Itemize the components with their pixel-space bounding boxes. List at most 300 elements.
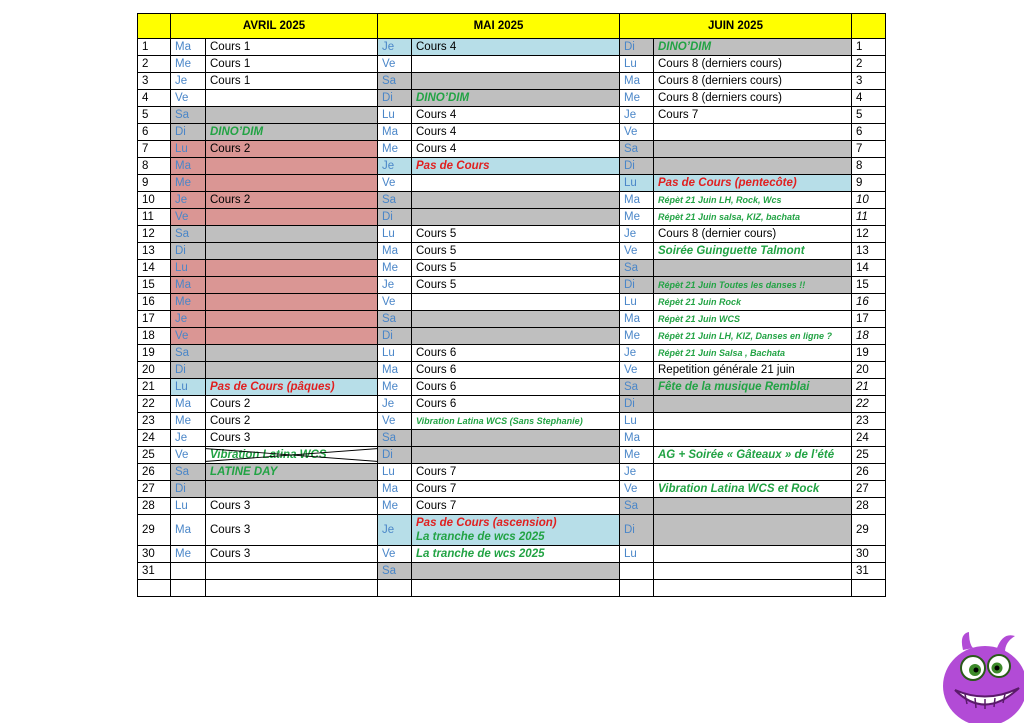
avril-event <box>206 243 378 260</box>
day-number-right: 28 <box>852 498 886 515</box>
day-number-left: 26 <box>138 464 171 481</box>
mai-event: Vibration Latina WCS (Sans Stephanie) <box>412 413 620 430</box>
juin-weekday: Lu <box>620 294 654 311</box>
juin-weekday: Me <box>620 447 654 464</box>
avril-event <box>206 311 378 328</box>
calendar-row <box>138 73 886 90</box>
avril-weekday: Ve <box>171 447 206 464</box>
avril-event <box>206 175 378 192</box>
day-number-left: 21 <box>138 379 171 396</box>
mai-weekday: Di <box>378 90 412 107</box>
mai-weekday: Lu <box>378 464 412 481</box>
avril-event-text: Vibration Latina WCS <box>210 449 327 461</box>
mai-weekday: Me <box>378 498 412 515</box>
juin-weekday: Di <box>620 515 654 546</box>
avril-weekday: Sa <box>171 464 206 481</box>
day-number-left: 1 <box>138 39 171 56</box>
day-number-right: 14 <box>852 260 886 277</box>
avril-weekday: Lu <box>171 141 206 158</box>
day-number-right: 3 <box>852 73 886 90</box>
juin-weekday: Je <box>620 464 654 481</box>
avril-weekday: Je <box>171 311 206 328</box>
juin-event <box>654 158 852 175</box>
month-header-mai: MAI 2025 <box>378 14 620 39</box>
juin-event <box>654 464 852 481</box>
calendar-row <box>138 580 886 597</box>
juin-weekday: Ma <box>620 192 654 209</box>
avril-event: LATINE DAY <box>206 464 378 481</box>
mai-weekday: Me <box>378 141 412 158</box>
mai-weekday: Sa <box>378 430 412 447</box>
juin-event: Répèt 21 Juin LH, KIZ, Danses en ligne ? <box>654 328 852 345</box>
avril-event <box>206 580 378 597</box>
juin-event <box>654 124 852 141</box>
juin-weekday: Ma <box>620 430 654 447</box>
juin-weekday: Me <box>620 90 654 107</box>
mai-weekday <box>378 580 412 597</box>
juin-event <box>654 515 852 546</box>
mai-weekday: Ve <box>378 546 412 563</box>
juin-weekday: Lu <box>620 175 654 192</box>
avril-weekday: Di <box>171 243 206 260</box>
juin-weekday: Me <box>620 209 654 226</box>
juin-weekday <box>620 580 654 597</box>
calendar-row <box>138 481 886 498</box>
calendar-row <box>138 379 886 396</box>
day-number-right <box>852 580 886 597</box>
day-number-right: 1 <box>852 39 886 56</box>
calendar-row <box>138 546 886 563</box>
day-number-left: 31 <box>138 563 171 580</box>
avril-weekday: Me <box>171 413 206 430</box>
mai-weekday: Di <box>378 447 412 464</box>
mai-event <box>412 447 620 464</box>
day-number-left: 2 <box>138 56 171 73</box>
juin-event: Cours 8 (derniers cours) <box>654 56 852 73</box>
calendar-row <box>138 413 886 430</box>
day-number-left: 14 <box>138 260 171 277</box>
day-number-right: 23 <box>852 413 886 430</box>
juin-event: Cours 8 (derniers cours) <box>654 90 852 107</box>
mai-weekday: Lu <box>378 345 412 362</box>
avril-event <box>206 294 378 311</box>
mai-weekday: Ve <box>378 294 412 311</box>
calendar-row <box>138 294 886 311</box>
day-number-right: 2 <box>852 56 886 73</box>
day-number-left: 5 <box>138 107 171 124</box>
day-number-right: 21 <box>852 379 886 396</box>
juin-weekday: Ma <box>620 73 654 90</box>
avril-event <box>206 328 378 345</box>
juin-event: Repetition générale 21 juin <box>654 362 852 379</box>
mai-weekday: Ma <box>378 481 412 498</box>
mai-event <box>412 311 620 328</box>
day-number-left: 27 <box>138 481 171 498</box>
juin-event: Pas de Cours (pentecôte) <box>654 175 852 192</box>
day-number-right: 15 <box>852 277 886 294</box>
mai-event <box>412 192 620 209</box>
juin-event <box>654 413 852 430</box>
avril-event: Cours 1 <box>206 39 378 56</box>
mai-weekday: Ma <box>378 362 412 379</box>
avril-weekday: Ma <box>171 277 206 294</box>
avril-weekday: Je <box>171 192 206 209</box>
mai-event: Cours 6 <box>412 345 620 362</box>
day-number-right: 30 <box>852 546 886 563</box>
mai-event: Cours 6 <box>412 379 620 396</box>
juin-event: AG + Soirée « Gâteaux » de l’été <box>654 447 852 464</box>
avril-weekday: Di <box>171 481 206 498</box>
day-number-left: 23 <box>138 413 171 430</box>
avril-weekday: Me <box>171 294 206 311</box>
day-number-right: 29 <box>852 515 886 546</box>
mai-weekday: Je <box>378 396 412 413</box>
calendar-row <box>138 563 886 580</box>
day-number-left: 13 <box>138 243 171 260</box>
juin-weekday: Di <box>620 277 654 294</box>
juin-event: Répèt 21 Juin Salsa , Bachata <box>654 345 852 362</box>
juin-weekday: Di <box>620 396 654 413</box>
mai-weekday: Ve <box>378 175 412 192</box>
mai-event: Cours 4 <box>412 124 620 141</box>
day-number-right: 11 <box>852 209 886 226</box>
day-number-left: 8 <box>138 158 171 175</box>
calendar-row <box>138 464 886 481</box>
avril-event <box>206 563 378 580</box>
calendar-row <box>138 175 886 192</box>
mai-weekday: Sa <box>378 73 412 90</box>
juin-weekday: Lu <box>620 56 654 73</box>
juin-weekday: Je <box>620 226 654 243</box>
calendar-row <box>138 362 886 379</box>
calendar-row <box>138 124 886 141</box>
juin-event: Fête de la musique Remblai <box>654 379 852 396</box>
calendar-row <box>138 311 886 328</box>
month-header-juin: JUIN 2025 <box>620 14 852 39</box>
mai-event <box>412 73 620 90</box>
day-number-right: 12 <box>852 226 886 243</box>
day-number-left <box>138 580 171 597</box>
mai-weekday: Di <box>378 209 412 226</box>
day-number-right: 19 <box>852 345 886 362</box>
mai-event <box>412 56 620 73</box>
day-number-left: 29 <box>138 515 171 546</box>
mai-event <box>412 580 620 597</box>
month-header-avril: AVRIL 2025 <box>171 14 378 39</box>
day-number-left: 10 <box>138 192 171 209</box>
juin-event: Soirée Guinguette Talmont <box>654 243 852 260</box>
day-number-right: 24 <box>852 430 886 447</box>
calendar-table <box>137 13 886 597</box>
day-number-right: 17 <box>852 311 886 328</box>
day-number-right: 31 <box>852 563 886 580</box>
mai-event: Cours 5 <box>412 226 620 243</box>
mai-event <box>412 563 620 580</box>
calendar-row <box>138 345 886 362</box>
mai-event <box>412 328 620 345</box>
juin-event <box>654 430 852 447</box>
calendar-row <box>138 158 886 175</box>
avril-weekday: Di <box>171 124 206 141</box>
avril-weekday: Di <box>171 362 206 379</box>
juin-event: Cours 7 <box>654 107 852 124</box>
avril-event: DINO’DIM <box>206 124 378 141</box>
calendar-row <box>138 498 886 515</box>
day-number-right: 13 <box>852 243 886 260</box>
avril-event: Pas de Cours (pâques) <box>206 379 378 396</box>
mai-event: Cours 5 <box>412 243 620 260</box>
juin-weekday: Lu <box>620 413 654 430</box>
calendar-row <box>138 226 886 243</box>
juin-event <box>654 260 852 277</box>
mai-weekday: Lu <box>378 107 412 124</box>
juin-event <box>654 563 852 580</box>
juin-event: Répèt 21 Juin LH, Rock, Wcs <box>654 192 852 209</box>
avril-weekday: Ma <box>171 158 206 175</box>
calendar-row <box>138 90 886 107</box>
avril-event: Cours 2 <box>206 396 378 413</box>
avril-event: Cours 2 <box>206 141 378 158</box>
juin-weekday: Sa <box>620 260 654 277</box>
avril-event <box>206 260 378 277</box>
day-number-right: 10 <box>852 192 886 209</box>
juin-event <box>654 141 852 158</box>
mai-weekday: Je <box>378 39 412 56</box>
juin-event <box>654 498 852 515</box>
avril-event <box>206 481 378 498</box>
day-number-left: 4 <box>138 90 171 107</box>
mai-event: Cours 7 <box>412 481 620 498</box>
avril-event <box>206 362 378 379</box>
mai-event: Cours 4 <box>412 39 620 56</box>
avril-weekday: Me <box>171 56 206 73</box>
avril-weekday: Je <box>171 430 206 447</box>
calendar-row <box>138 396 886 413</box>
avril-event: Cours 1 <box>206 56 378 73</box>
juin-weekday: Di <box>620 158 654 175</box>
juin-weekday: Ve <box>620 362 654 379</box>
mai-event <box>412 515 620 546</box>
avril-event <box>206 209 378 226</box>
juin-event <box>654 396 852 413</box>
day-number-left: 12 <box>138 226 171 243</box>
juin-event: Répèt 21 Juin salsa, KIZ, bachata <box>654 209 852 226</box>
header-blank-left <box>138 14 171 39</box>
juin-event: Répèt 21 Juin Rock <box>654 294 852 311</box>
mai-weekday: Me <box>378 260 412 277</box>
mai-weekday: Je <box>378 515 412 546</box>
calendar-row <box>138 141 886 158</box>
day-number-right: 25 <box>852 447 886 464</box>
day-number-left: 15 <box>138 277 171 294</box>
juin-event: Répèt 21 Juin WCS <box>654 311 852 328</box>
avril-weekday: Ma <box>171 39 206 56</box>
juin-weekday: Sa <box>620 141 654 158</box>
avril-event <box>206 107 378 124</box>
avril-weekday: Ma <box>171 515 206 546</box>
mai-event <box>412 430 620 447</box>
calendar-row <box>138 209 886 226</box>
avril-weekday: Ve <box>171 209 206 226</box>
calendar-row <box>138 515 886 546</box>
juin-event: Vibration Latina WCS et Rock <box>654 481 852 498</box>
mai-weekday: Sa <box>378 192 412 209</box>
juin-event: DINO’DIM <box>654 39 852 56</box>
calendar-row <box>138 56 886 73</box>
calendar-row <box>138 243 886 260</box>
mai-event: Cours 4 <box>412 141 620 158</box>
avril-weekday: Sa <box>171 226 206 243</box>
avril-event <box>206 447 378 464</box>
day-number-right: 16 <box>852 294 886 311</box>
avril-weekday: Me <box>171 546 206 563</box>
mai-weekday: Lu <box>378 226 412 243</box>
day-number-right: 18 <box>852 328 886 345</box>
calendar-row <box>138 260 886 277</box>
avril-event <box>206 277 378 294</box>
avril-weekday: Ve <box>171 90 206 107</box>
mai-event <box>412 175 620 192</box>
mai-event: DINO’DIM <box>412 90 620 107</box>
juin-event: Cours 8 (dernier cours) <box>654 226 852 243</box>
day-number-left: 7 <box>138 141 171 158</box>
calendar-row <box>138 192 886 209</box>
day-number-left: 9 <box>138 175 171 192</box>
avril-event <box>206 90 378 107</box>
calendar-row <box>138 328 886 345</box>
calendar-row <box>138 447 886 464</box>
juin-weekday: Lu <box>620 546 654 563</box>
mai-weekday: Je <box>378 158 412 175</box>
avril-weekday: Me <box>171 175 206 192</box>
calendar-row <box>138 107 886 124</box>
day-number-right: 5 <box>852 107 886 124</box>
mai-weekday: Ve <box>378 56 412 73</box>
day-number-right: 22 <box>852 396 886 413</box>
avril-weekday: Ve <box>171 328 206 345</box>
calendar-row <box>138 277 886 294</box>
mai-event-line-2: La tranche de wcs 2025 <box>416 531 545 543</box>
juin-weekday <box>620 563 654 580</box>
mai-event: Cours 4 <box>412 107 620 124</box>
header-row <box>138 14 886 39</box>
avril-event: Cours 3 <box>206 546 378 563</box>
avril-weekday: Je <box>171 73 206 90</box>
calendar-row <box>138 430 886 447</box>
avril-weekday: Ma <box>171 396 206 413</box>
mai-event: Cours 6 <box>412 396 620 413</box>
juin-weekday: Je <box>620 107 654 124</box>
avril-weekday: Lu <box>171 379 206 396</box>
day-number-left: 3 <box>138 73 171 90</box>
juin-weekday: Sa <box>620 379 654 396</box>
juin-weekday: Me <box>620 328 654 345</box>
day-number-right: 8 <box>852 158 886 175</box>
day-number-right: 20 <box>852 362 886 379</box>
mai-event-line-1: Pas de Cours (ascension) <box>416 517 557 529</box>
day-number-left: 16 <box>138 294 171 311</box>
day-number-right: 26 <box>852 464 886 481</box>
day-number-right: 9 <box>852 175 886 192</box>
juin-weekday: Ma <box>620 311 654 328</box>
mai-weekday: Je <box>378 277 412 294</box>
mai-event: Cours 7 <box>412 498 620 515</box>
juin-event: Cours 8 (derniers cours) <box>654 73 852 90</box>
day-number-left: 30 <box>138 546 171 563</box>
juin-event <box>654 546 852 563</box>
avril-weekday: Sa <box>171 107 206 124</box>
day-number-right: 27 <box>852 481 886 498</box>
avril-weekday: Sa <box>171 345 206 362</box>
mai-weekday: Sa <box>378 311 412 328</box>
juin-event: Répèt 21 Juin Toutes les danses !! <box>654 277 852 294</box>
day-number-left: 22 <box>138 396 171 413</box>
mai-event <box>412 294 620 311</box>
mai-weekday: Me <box>378 379 412 396</box>
day-number-right: 6 <box>852 124 886 141</box>
avril-event: Cours 3 <box>206 498 378 515</box>
avril-weekday <box>171 580 206 597</box>
mai-weekday: Sa <box>378 563 412 580</box>
juin-weekday: Di <box>620 39 654 56</box>
day-number-left: 19 <box>138 345 171 362</box>
mai-event: La tranche de wcs 2025 <box>412 546 620 563</box>
calendar-row <box>138 39 886 56</box>
day-number-left: 28 <box>138 498 171 515</box>
mai-event: Cours 5 <box>412 277 620 294</box>
mai-event: Cours 6 <box>412 362 620 379</box>
day-number-right: 7 <box>852 141 886 158</box>
avril-weekday: Lu <box>171 260 206 277</box>
juin-event <box>654 580 852 597</box>
strikethrough-mark <box>206 447 377 463</box>
juin-weekday: Ve <box>620 481 654 498</box>
avril-event: Cours 1 <box>206 73 378 90</box>
avril-event <box>206 226 378 243</box>
avril-event: Cours 3 <box>206 430 378 447</box>
mai-event <box>412 209 620 226</box>
mai-event: Pas de Cours <box>412 158 620 175</box>
mai-weekday: Ma <box>378 124 412 141</box>
day-number-left: 25 <box>138 447 171 464</box>
mai-weekday: Ve <box>378 413 412 430</box>
header-blank-right <box>852 14 886 39</box>
avril-weekday: Lu <box>171 498 206 515</box>
avril-weekday <box>171 563 206 580</box>
avril-event: Cours 3 <box>206 515 378 546</box>
mai-weekday: Ma <box>378 243 412 260</box>
day-number-right: 4 <box>852 90 886 107</box>
purple-monster-mascot-icon <box>935 628 1024 723</box>
juin-weekday: Ve <box>620 243 654 260</box>
mai-weekday: Di <box>378 328 412 345</box>
juin-weekday: Ve <box>620 124 654 141</box>
day-number-left: 6 <box>138 124 171 141</box>
mai-event: Cours 7 <box>412 464 620 481</box>
day-number-left: 24 <box>138 430 171 447</box>
mai-event: Cours 5 <box>412 260 620 277</box>
day-number-left: 17 <box>138 311 171 328</box>
juin-weekday: Je <box>620 345 654 362</box>
day-number-left: 20 <box>138 362 171 379</box>
day-number-left: 18 <box>138 328 171 345</box>
avril-event: Cours 2 <box>206 192 378 209</box>
day-number-left: 11 <box>138 209 171 226</box>
avril-event <box>206 158 378 175</box>
juin-weekday: Sa <box>620 498 654 515</box>
avril-event <box>206 345 378 362</box>
avril-event: Cours 2 <box>206 413 378 430</box>
